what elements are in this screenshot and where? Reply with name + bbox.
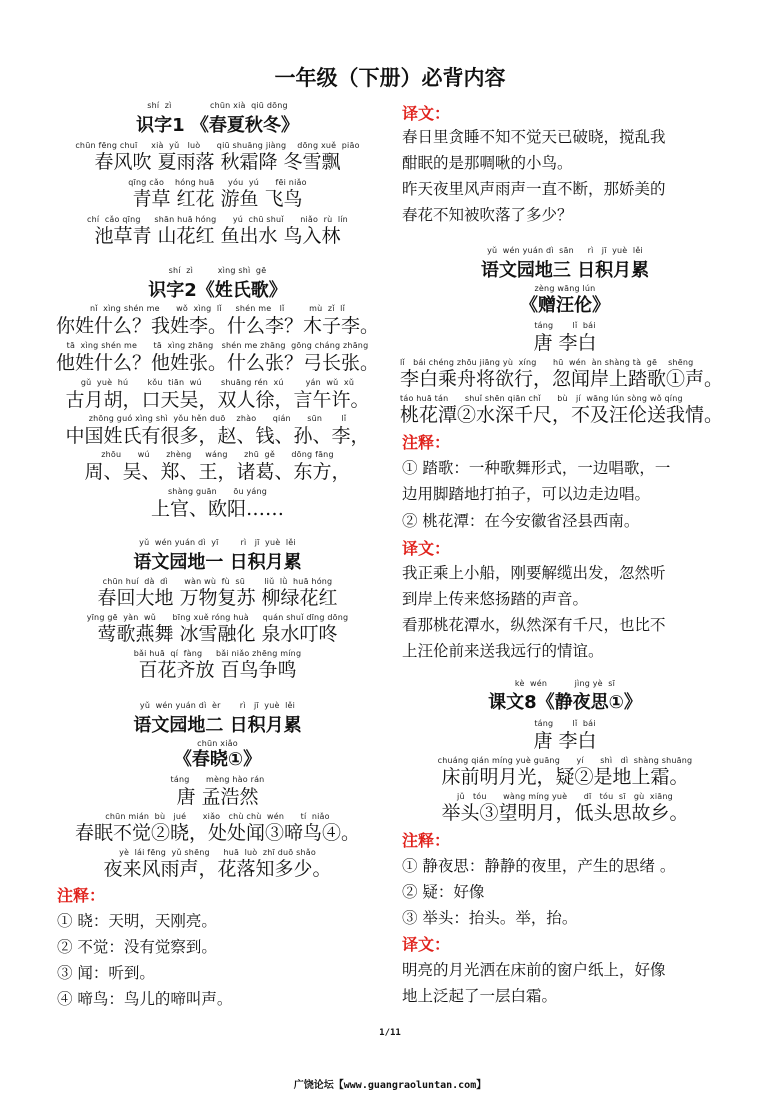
pinyin-line: qīng cǎo hóng huā yóu yú fēi niǎo — [128, 178, 307, 187]
pinyin-line: gǔ yuè hú kǒu tiān wú shuāng rén xú yán wǔ xǔ — [80, 378, 355, 387]
text-line: 古月胡，口天吴，双人徐，言午许。 — [65, 389, 370, 411]
heading-pinyin: kè wén jìng yè sī — [514, 679, 616, 688]
note-item: 边用脚踏地打拍子，可以边走边唱。 — [402, 485, 651, 503]
left-column — [55, 0, 380, 1030]
note-item: ② 不觉：没有觉察到。 — [57, 938, 217, 956]
pinyin-line: bǎi huā qí fàng bǎi niǎo zhēng míng — [133, 649, 302, 658]
heading-pinyin: shí zì xìng shì gē — [168, 266, 267, 275]
translation-label: 译文： — [402, 539, 451, 558]
note-item: ③ 举头：抬头。举，抬。 — [402, 909, 578, 927]
poem-title-pinyin: chūn xiǎo — [197, 739, 238, 748]
text-line: 上官、欧阳…… — [150, 498, 284, 520]
translation-label: 译文： — [402, 104, 451, 123]
poem-line: 李白乘舟将欲行，忽闻岸上踏歌①声。 — [400, 368, 724, 390]
text-line: 青草 红花 游鱼 飞鸟 — [132, 188, 303, 210]
translation-line: 昨天夜里风声雨声一直不断，那娇美的 — [402, 180, 666, 198]
pinyin-line: yè lái fēng yǔ shēng huā luò zhī duō shǎo — [119, 848, 316, 857]
pinyin-line: shàng guān ōu yáng — [167, 487, 268, 496]
poem-title: 《春晓①》 — [173, 749, 262, 770]
poem-author: 唐 李白 — [533, 332, 597, 354]
heading-pinyin: shí zì chūn xià qiū dōng — [147, 101, 288, 110]
pinyin-line: chūn huí dà dì wàn wù fù sū liǔ lǜ huā hóng — [102, 577, 333, 586]
note-item: ② 疑：好像 — [402, 883, 485, 901]
translation-line: 上汪伦前来送我远行的情谊。 — [402, 642, 604, 660]
heading-pinyin: yǔ wén yuán dì èr rì jī yuè lěi — [139, 701, 296, 710]
translation-line: 酣眠的是那啁啾的小鸟。 — [402, 154, 573, 172]
pinyin-line: chūn fēng chuī xià yǔ luò qiū shuāng jiàng dōng xuě piāo — [75, 141, 360, 150]
poem-line: 春眠不觉②晓，处处闻③啼鸟④。 — [74, 822, 360, 844]
pinyin-line: táo huā tán shuǐ shēn qiān chǐ bù jí wāng lún sòng wǒ qíng — [400, 394, 683, 403]
right-column — [400, 0, 730, 1030]
note-item: ① 静夜思：静静的夜里，产生的思绪 。 — [402, 857, 676, 875]
section-heading: 识字2《姓氏歌》 — [148, 280, 287, 301]
author-pinyin: táng mèng hào rán — [170, 775, 265, 784]
pinyin-line: chuáng qián míng yuè guāng yí shì dì shàng shuāng — [437, 756, 693, 765]
note-item: ① 晓：天明，天刚亮。 — [57, 912, 217, 930]
poem-line: 桃花潭②水深千尺，不及汪伦送我情。 — [400, 404, 724, 426]
translation-line: 到岸上传来悠扬踏的声音。 — [402, 590, 589, 608]
pinyin-line: chūn mián bù jué xiǎo chù chù wén tí niǎo — [105, 812, 330, 821]
poem-author: 唐 李白 — [533, 730, 597, 752]
poem-line: 床前明月光，疑②是地上霜。 — [441, 766, 689, 788]
translation-line: 地上泛起了一层白霜。 — [402, 987, 558, 1005]
section-heading: 语文园地一 日积月累 — [133, 552, 302, 573]
pinyin-line: tā xìng shén me tā xìng zhāng shén me zhāng gōng cháng zhāng — [66, 341, 369, 350]
notes-label: 注释： — [402, 433, 451, 452]
section-heading: 识字1 《春夏秋冬》 — [136, 115, 299, 136]
pinyin-line: yīng gē yàn wǔ bīng xuě róng huà quán shuǐ dīng dōng — [86, 613, 349, 622]
text-line: 春回大地 万物复苏 柳绿花红 — [97, 587, 338, 609]
text-line: 你姓什么？我姓李。什么李？木子李。 — [55, 315, 379, 337]
text-line: 池草青 山花红 鱼出水 鸟入林 — [94, 225, 341, 247]
translation-line: 明亮的月光洒在床前的窗户纸上，好像 — [402, 961, 666, 979]
translation-line: 春日里贪睡不知不觉天已破晓，搅乱我 — [402, 128, 666, 146]
pinyin-line: zhōng guó xìng shì yǒu hěn duō zhào qián sūn lǐ — [88, 414, 347, 423]
text-line: 他姓什么？他姓张。什么张？弓长张。 — [55, 352, 379, 374]
poem-author: 唐 孟浩然 — [176, 786, 259, 808]
notes-label: 注释： — [402, 831, 451, 850]
heading-pinyin: yǔ wén yuán dì yī rì jī yuè lěi — [139, 538, 296, 547]
poem-line: 举头③望明月，低头思故乡。 — [441, 802, 689, 824]
pinyin-line: lǐ bái chéng zhōu jiāng yù xíng hū wén àn shàng tà gē shēng — [400, 358, 694, 367]
translation-line: 看那桃花潭水，纵然深有千尺，也比不 — [402, 616, 666, 634]
translation-line: 我正乘上小船，刚要解缆出发，忽然听 — [402, 564, 666, 582]
page-title: 一年级（下册）必背内容 — [274, 66, 506, 90]
note-item: ② 桃花潭：在今安徽省泾县西南。 — [402, 512, 640, 530]
text-line: 周、吴、郑、王，诸葛、东方， — [84, 461, 351, 483]
section-heading: 语文园地三 日积月累 — [480, 260, 650, 281]
pinyin-line: nǐ xìng shén me wǒ xìng lǐ shén me lǐ mù zǐ lǐ — [90, 304, 345, 313]
note-item: ① 踏歌：一种歌舞形式，一边唱歌，一 — [402, 459, 671, 477]
heading-pinyin: yǔ wén yuán dì sān rì jī yuè lěi — [487, 246, 643, 255]
footer-site: 广饶论坛【www.guangraoluntan.com】 — [293, 1080, 487, 1091]
poem-line: 夜来风雨声，花落知多少。 — [103, 858, 332, 880]
translation-line: 春花不知被吹落了多少？ — [402, 206, 573, 224]
note-item: ④ 啼鸟：鸟儿的啼叫声。 — [57, 990, 233, 1008]
text-line: 春风吹 夏雨落 秋霜降 冬雪飘 — [94, 151, 341, 173]
section-heading: 语文园地二 日积月累 — [133, 715, 302, 736]
author-pinyin: táng lǐ bái — [534, 321, 596, 330]
translation-label: 译文： — [402, 935, 451, 954]
notes-label: 注释： — [57, 886, 106, 905]
section-heading: 课文8《静夜思①》 — [488, 692, 642, 713]
poem-title: 《赠汪伦》 — [520, 295, 610, 316]
text-line: 莺歌燕舞 冰雪融化 泉水叮咚 — [97, 623, 338, 645]
text-line: 中国姓氏有很多，赵、钱、孙、李， — [65, 425, 370, 447]
pinyin-line: jǔ tóu wàng míng yuè dī tóu sī gù xiāng — [457, 792, 673, 801]
pinyin-line: zhōu wú zhèng wáng zhū gě dōng fāng — [101, 450, 334, 459]
poem-title-pinyin: zèng wāng lún — [534, 284, 596, 293]
note-item: ③ 闻：听到。 — [57, 964, 155, 982]
pinyin-line: chí cǎo qīng shān huā hóng yú chū shuǐ niǎo rù lín — [87, 215, 348, 224]
page-number: 1/11 — [379, 1028, 401, 1038]
text-line: 百花齐放 百鸟争鸣 — [138, 659, 297, 681]
author-pinyin: táng lǐ bái — [534, 719, 596, 728]
